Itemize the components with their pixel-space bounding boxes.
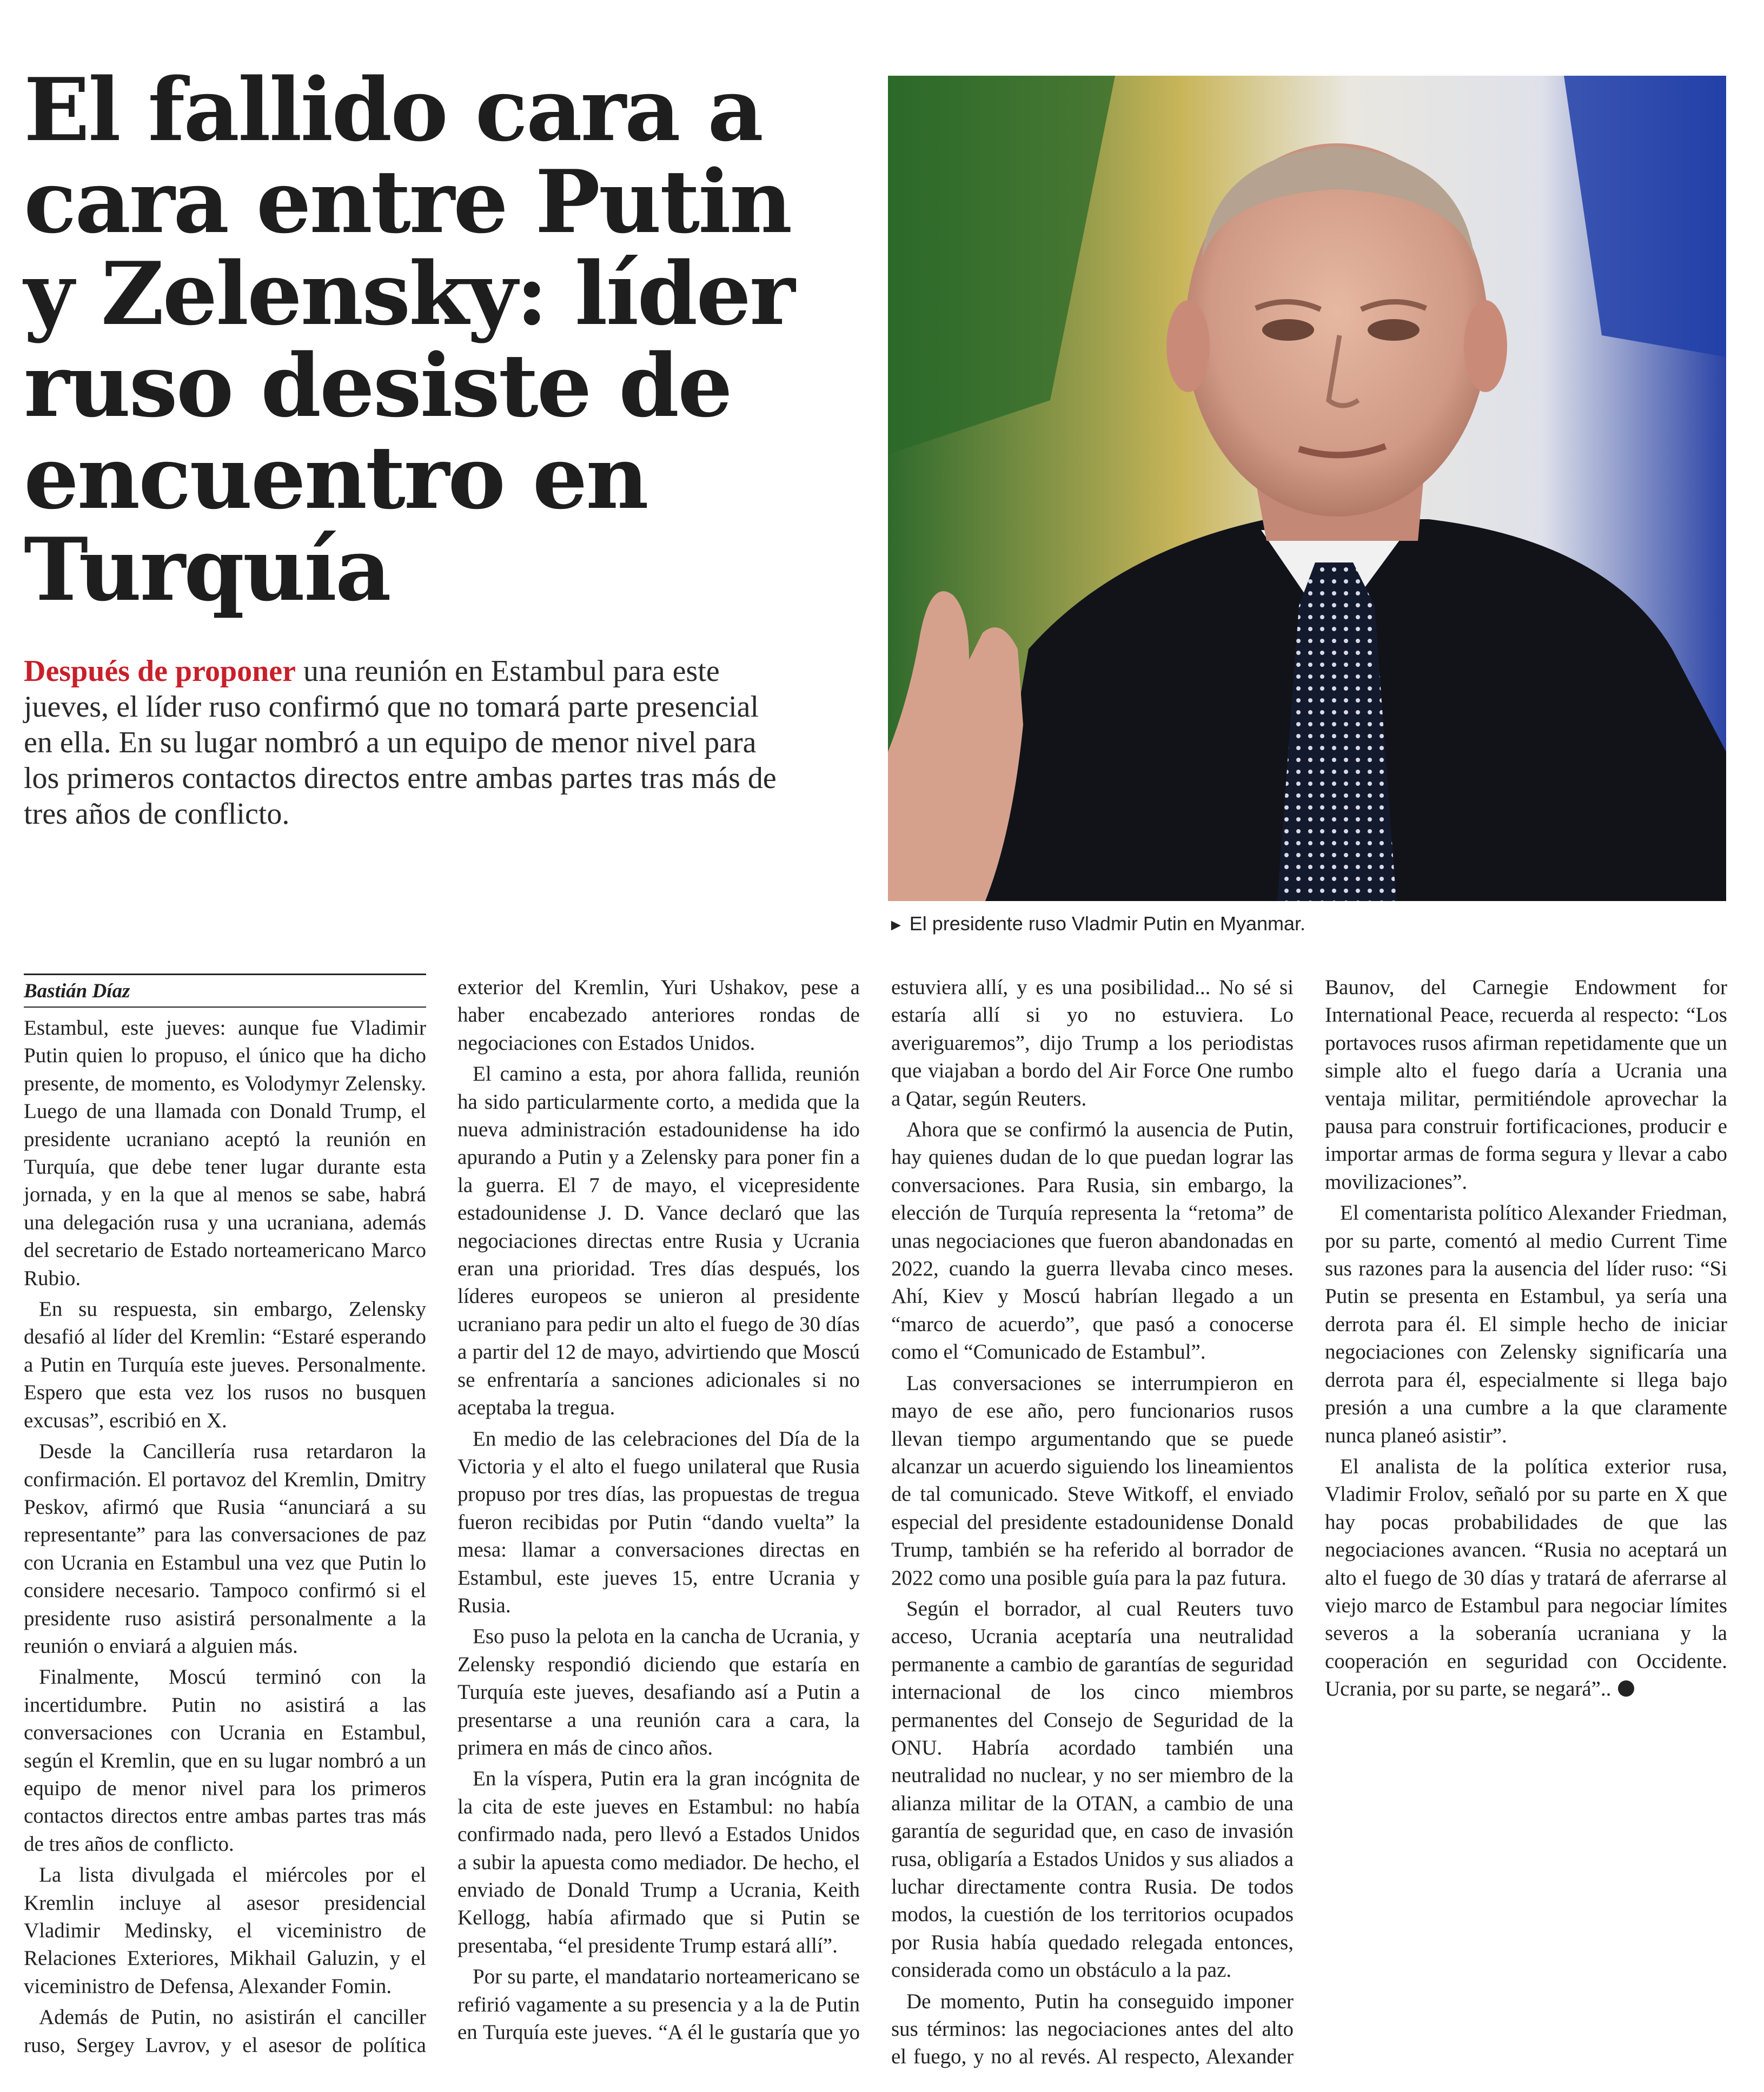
photo-caption bbox=[888, 912, 1726, 937]
deck-text: una reunión en Estambul para este jueves, el líder ruso confirmó que no tomará parte presencial en ella. En su lugar nombró a un equipo de menor nivel para los primeros contactos directos entre ambas partes tras más de tres años de conflicto. bbox=[24, 654, 777, 831]
byline: Bastián Díaz bbox=[24, 974, 426, 1008]
deck-lead: Después de proponer bbox=[24, 654, 296, 688]
end-mark-icon bbox=[1618, 1680, 1634, 1697]
paragraph: Por su parte, el mandatario norteamericano se refirió vagamente a su presencia y a la de Putin en Turquía este jueves. “A él le gustaría que yo estuviera allí, y es una posibilidad... No sé si estaría allí si yo no estuviera. Lo averiguaremos”, dijo Trump a los periodistas que viajaban a bordo del Air Force One rumbo a Qatar, según Reuters. bbox=[457, 976, 1294, 2044]
paragraph: Según el borrador, al cual Reuters tuvo acceso, Ucrania aceptaría una neutralidad permanente a cambio de garantías de seguridad internacional de los cinco miembros permanentes del Consejo de Seguridad de la ONU. Habría acordado también una neutralidad no nuclear, y no ser miembro de la alianza militar de la OTAN, a cambio de una garantía de seguridad que, en caso de invasión rusa, obligaría a Estados Unidos y sus aliados a luchar directamente contra Rusia. De todos modos, la cuestión de los territorios ocupados por Rusia había quedado relegada entonces, considerada como un obstáculo a la paz. bbox=[891, 1597, 1294, 1982]
putin-portrait-photo bbox=[888, 76, 1726, 901]
caption-marker-icon: ► bbox=[888, 916, 904, 934]
paragraph: La lista divulgada el miércoles por el Kremlin incluye al asesor presidencial Vladimir Medinsky, el viceministro de Relaciones Exteriores, Mikhail Galuzin, y el viceministro de Defensa, Alexander Fomin. bbox=[24, 1863, 426, 1998]
paragraph: El camino a esta, por ahora fallida, reunión ha sido particularmente corto, a medida que la nueva administración estadounidense ha ido apurando a Putin y a Zelensky para poner fin a la guerra. El 7 de mayo, el vicepresidente estadounidense J. D. Vance declaró que las negociaciones directas entre Rusia y Ucrania eran una prioridad. Tres días después, los líderes europeos se unieron al presidente ucraniano para pedir un alto el fuego de 30 días a partir del 12 de mayo, advirtiendo que Moscú se enfrentaría a sanciones adicionales si no aceptaba la tregua. bbox=[457, 1062, 860, 1420]
paragraph: En su respuesta, sin embargo, Zelensky desafió al líder del Kremlin: “Estaré esperando a Putin en Turquía este jueves. Personalmente. Espero que esta vez los rusos no busquen excusas”, escribió en X. bbox=[24, 1297, 426, 1432]
paragraph: En medio de las celebraciones del Día de la Victoria y el alto el fuego unilateral que Rusia propuso por tres días, las propuestas de tregua fueron recibidas por Putin “dando vuelta” la mesa: llamar a conversaciones directas en Estambul, este jueves 15, entre Ucrania y Rusia. bbox=[457, 1427, 860, 1617]
paragraph: De momento, Putin ha conseguido imponer sus términos: las negociaciones antes del alto el fuego, y no al revés. Al respecto, Alexander Baunov, del Carnegie Endowment for International Peace, recuerda al respecto: “Los portavoces rusos afirman repetidamente que un simple alto el fuego daría a Ucrania una ventaja militar, permitiéndole aprovechar la pausa para construir fortificaciones, producir e importar armas de forma segura y llevar a cabo movilizaciones”. bbox=[891, 976, 1727, 2069]
paragraph: Además de Putin, no asistirán el canciller ruso, Sergey Lavrov, y el asesor de política exterior del Kremlin, Yuri Ushakov, pese a haber encabezado anteriores rondas de negociaciones con Estados Unidos. bbox=[24, 976, 860, 2057]
paragraph: Eso puso la pelota en la cancha de Ucrania, y Zelensky respondió diciendo que estaría en Turquía este jueves, desafiando así a Putin a presentarse a una reunión cara a cara, la primera en más de cinco años. bbox=[457, 1625, 860, 1759]
headline: El fallido cara a cara entre Putin y Zelensky: líder ruso desiste de encuentro en Turquía bbox=[24, 59, 794, 620]
paragraph: Finalmente, Moscú terminó con la incertidumbre. Putin no asistirá a las conversaciones con Ucrania en Estambul, según el Kremlin, que en su lugar nombró a un equipo de menor nivel para los primeros contactos directos entre ambas partes tras más de tres años de conflicto. bbox=[24, 1665, 426, 1856]
paragraph: Desde la Cancillería rusa retardaron la confirmación. El portavoz del Kremlin, Dmitry Peskov, afirmó que Rusia “anunciará a su representante” para las conversaciones de paz con Ucrania en Estambul una vez que Putin lo considere necesario. Tampoco confirmó si el presidente ruso asistirá personalmente a la reunión o enviará a alguien más. bbox=[24, 1440, 426, 1658]
article-body bbox=[24, 974, 1727, 2071]
paragraph-last-text: El analista de la política exterior rusa, Vladimir Frolov, señaló por su parte en X que hay pocas probabilidades de que las negociaciones avancen. “Rusia no aceptará un alto el fuego de 30 días y tratará de aferrarse al viejo marco de Estambul para negociar límites severos a la soberanía ucraniana y la cooperación en seguridad con Occidente. Ucrania, por su parte, se negará”.. bbox=[1325, 1454, 1727, 1701]
deck bbox=[24, 653, 792, 832]
paragraph-last bbox=[1325, 1453, 1727, 1703]
photo-illustration bbox=[888, 76, 1726, 901]
paragraph: Las conversaciones se interrumpieron en mayo de ese año, pero funcionarios rusos llevan tiempo argumentando que se puede alcanzar un acuerdo siguiendo los lineamientos de tal comunicado. Steve Witkoff, el enviado especial del presidente estadounidense Donald Trump, también se ha referido al borrador de 2022 como una posible guía para la paz futura. bbox=[891, 1371, 1294, 1590]
paragraph: Ahora que se confirmó la ausencia de Putin, hay quienes dudan de lo que puedan lograr las conversaciones. Para Rusia, sin embargo, la elección de Turquía representa la “retoma” de unas negociaciones que fueron abandonadas en 2022, cuando la guerra llevaba cinco meses. Ahí, Kiev y Moscú habrían llegado a un “marco de acuerdo”, que pasó a conocerse como el “Comunicado de Estambul”. bbox=[891, 1118, 1294, 1364]
paragraph: En la víspera, Putin era la gran incógnita de la cita de este jueves en Estambul: no había confirmado nada, pero llevó a Estados Unidos a subir la apuesta como mediador. De hecho, el enviado de Donald Trump a Ucrania, Keith Kellogg, había afirmado que si Putin se presentaba, “el presidente Trump estará allí”. bbox=[457, 1767, 860, 1957]
caption-text: El presidente ruso Vladmir Putin en Myanmar. bbox=[909, 912, 1306, 935]
paragraph: El comentarista político Alexander Friedman, por su parte, comentó al medio Current Time sus razones para la ausencia del líder ruso: “Si Putin se presenta en Estambul, ya sería una derrota para él. El simple hecho de iniciar negociaciones con Zelensky significaría una derrota para él, especialmente si llega bajo presión a una cumbre a la que claramente nunca planeó asistir”. bbox=[1325, 1201, 1727, 1447]
paragraph: Estambul, este jueves: aunque fue Vladimir Putin quien lo propuso, el único que ha dicho presente, de momento, es Volodymyr Zelensky. Luego de una llamada con Donald Trump, el presidente ucraniano aceptó la reunión en Turquía, que debe tener lugar durante esta jornada, y en la que al menos se sabe, habrá una delegación rusa y una ucraniana, además del secretario de Estado norteamericano Marco Rubio. bbox=[24, 1016, 426, 1290]
